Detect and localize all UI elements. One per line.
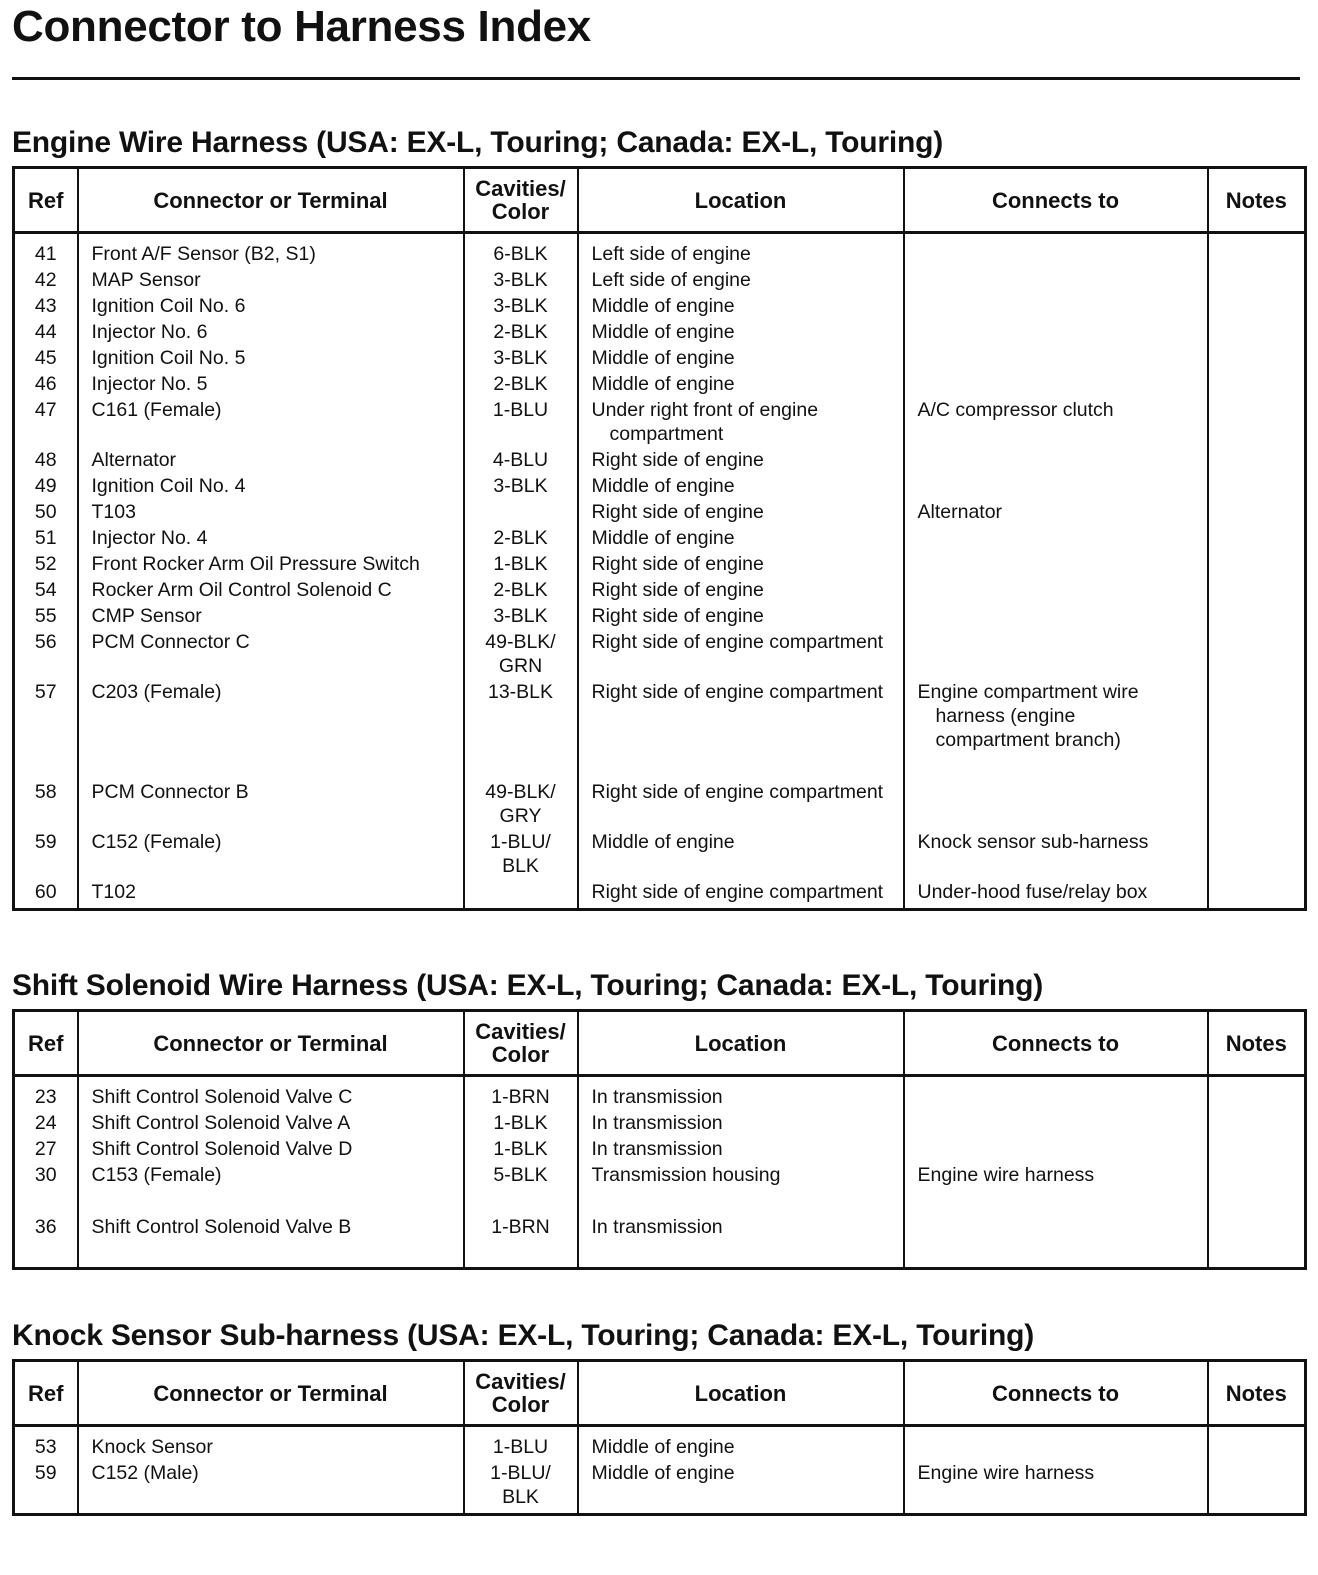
title-rule xyxy=(12,77,1300,80)
cell-location xyxy=(578,1215,904,1269)
cell-cavities xyxy=(464,1163,578,1215)
header-cavities-line: Color xyxy=(491,199,550,224)
cell-location xyxy=(578,500,904,526)
table-row xyxy=(14,1163,1306,1215)
header-cavities xyxy=(464,1361,578,1426)
cell-location xyxy=(578,1111,904,1137)
cell-cavities xyxy=(464,320,578,346)
cell-cavities xyxy=(464,1426,578,1462)
cell-location xyxy=(578,578,904,604)
location-line: Middle of engine xyxy=(591,1436,735,1458)
cell-notes xyxy=(1208,294,1306,320)
section-title: Knock Sensor Sub-harness (USA: EX-L, Touring; Canada: EX-L, Touring) xyxy=(12,1319,1035,1352)
cavities-line: 13-BLK xyxy=(487,681,554,703)
cell-notes xyxy=(1208,1163,1306,1215)
cell-connector: Rocker Arm Oil Control Solenoid C xyxy=(78,578,464,604)
section-title: Engine Wire Harness (USA: EX-L, Touring; Canada: EX-L, Touring) xyxy=(12,126,944,159)
cell-connector: C153 (Female) xyxy=(78,1163,464,1215)
cell-cavities xyxy=(464,1461,578,1515)
location-line: Middle of engine xyxy=(591,1462,735,1484)
location-line: Left side of engine xyxy=(591,243,751,265)
cavities-line: BLK xyxy=(502,855,539,877)
connects-to-line: Knock sensor sub-harness xyxy=(917,831,1149,853)
connects-to-line: Engine compartment wire xyxy=(917,681,1139,703)
cell-ref: 43 xyxy=(14,294,78,320)
cavities-line: GRY xyxy=(499,805,542,827)
table-row xyxy=(14,880,1306,910)
cell-connector: C152 (Male) xyxy=(78,1461,464,1515)
table-row xyxy=(14,1076,1306,1112)
cell-connects-to xyxy=(904,578,1208,604)
cell-cavities xyxy=(464,830,578,880)
cell-connector: Shift Control Solenoid Valve B xyxy=(78,1215,464,1269)
cell-ref: 41 xyxy=(14,233,78,269)
cell-connector: Ignition Coil No. 6 xyxy=(78,294,464,320)
table-row xyxy=(14,1215,1306,1269)
header-cavities-line: Color xyxy=(491,1042,550,1067)
cell-connects-to xyxy=(904,1137,1208,1163)
cell-location xyxy=(578,830,904,880)
cell-cavities xyxy=(464,346,578,372)
cell-location xyxy=(578,448,904,474)
location-line: Middle of engine xyxy=(591,295,735,317)
cell-location xyxy=(578,1163,904,1215)
cavities-line: 2-BLK xyxy=(493,579,548,601)
cell-cavities xyxy=(464,526,578,552)
harness-table xyxy=(12,1359,1307,1516)
cell-ref: 58 xyxy=(14,780,78,830)
cell-connects-to xyxy=(904,294,1208,320)
cell-connector: Injector No. 5 xyxy=(78,372,464,398)
cavities-line: GRN xyxy=(498,655,543,677)
cell-notes xyxy=(1208,1137,1306,1163)
table-row xyxy=(14,372,1306,398)
cell-cavities xyxy=(464,372,578,398)
cell-notes xyxy=(1208,604,1306,630)
cell-location xyxy=(578,398,904,448)
page-title: Connector to Harness Index xyxy=(12,2,591,51)
header-ref: Ref xyxy=(14,168,78,233)
cell-cavities xyxy=(464,552,578,578)
cell-cavities xyxy=(464,780,578,830)
table-row xyxy=(14,578,1306,604)
cell-ref: 53 xyxy=(14,1426,78,1462)
cell-notes xyxy=(1208,578,1306,604)
header-notes: Notes xyxy=(1208,1361,1306,1426)
cavities-line: BLK xyxy=(502,1486,539,1508)
cell-ref: 45 xyxy=(14,346,78,372)
connects-to-line: Engine wire harness xyxy=(917,1164,1095,1186)
cell-ref: 59 xyxy=(14,1461,78,1515)
location-line: In transmission xyxy=(591,1216,723,1238)
cell-connector: C161 (Female) xyxy=(78,398,464,448)
cell-connects-to xyxy=(904,268,1208,294)
cell-connects-to xyxy=(904,526,1208,552)
cell-connects-to xyxy=(904,372,1208,398)
cell-connects-to xyxy=(904,233,1208,269)
cell-connector: Alternator xyxy=(78,448,464,474)
location-line: Right side of engine xyxy=(591,579,764,601)
section-shift-solenoid-wire-harness xyxy=(12,969,1304,1270)
cell-location xyxy=(578,346,904,372)
header-location: Location xyxy=(578,168,904,233)
table-row xyxy=(14,680,1306,780)
location-line: Right side of engine compartment xyxy=(591,631,884,653)
table-row xyxy=(14,526,1306,552)
connects-to-line: Engine wire harness xyxy=(917,1462,1095,1484)
location-line: Middle of engine xyxy=(591,373,735,395)
cell-notes xyxy=(1208,830,1306,880)
cell-cavities xyxy=(464,578,578,604)
cavities-line: 1-BRN xyxy=(491,1086,550,1108)
cell-connector: Front Rocker Arm Oil Pressure Switch xyxy=(78,552,464,578)
table-row xyxy=(14,474,1306,500)
header-location: Location xyxy=(578,1361,904,1426)
header-notes: Notes xyxy=(1208,1011,1306,1076)
cavities-line: 1-BLK xyxy=(493,553,548,575)
cavities-line: 5-BLK xyxy=(493,1164,548,1186)
table-row xyxy=(14,233,1306,269)
cell-ref: 44 xyxy=(14,320,78,346)
cell-connector: CMP Sensor xyxy=(78,604,464,630)
header-row xyxy=(14,168,1306,233)
cell-cavities xyxy=(464,1215,578,1269)
cell-cavities xyxy=(464,233,578,269)
cavities-line: 2-BLK xyxy=(493,527,548,549)
section-title: Shift Solenoid Wire Harness (USA: EX-L, Touring; Canada: EX-L, Touring) xyxy=(12,969,1044,1002)
cell-notes xyxy=(1208,552,1306,578)
cell-connector: MAP Sensor xyxy=(78,268,464,294)
cell-location xyxy=(578,604,904,630)
cell-ref: 56 xyxy=(14,630,78,680)
cell-connects-to xyxy=(904,780,1208,830)
cell-connects-to xyxy=(904,880,1208,910)
cell-location xyxy=(578,780,904,830)
cavities-line: 3-BLK xyxy=(493,347,548,369)
cell-cavities xyxy=(464,630,578,680)
cavities-line: 3-BLK xyxy=(493,269,548,291)
header-connector: Connector or Terminal xyxy=(78,1361,464,1426)
cell-cavities xyxy=(464,1111,578,1137)
cavities-line: 2-BLK xyxy=(493,321,548,343)
cell-notes xyxy=(1208,320,1306,346)
header-cavities xyxy=(464,1011,578,1076)
cell-connector: Knock Sensor xyxy=(78,1426,464,1462)
location-line: Middle of engine xyxy=(591,321,735,343)
cell-connector: PCM Connector C xyxy=(78,630,464,680)
cell-location xyxy=(578,680,904,780)
cell-connector: PCM Connector B xyxy=(78,780,464,830)
cavities-line: 1-BLU xyxy=(492,1436,549,1458)
cell-notes xyxy=(1208,500,1306,526)
cell-notes xyxy=(1208,372,1306,398)
cell-ref: 30 xyxy=(14,1163,78,1215)
harness-table xyxy=(12,166,1307,911)
connects-to-line: harness (engine xyxy=(935,705,1076,727)
header-location: Location xyxy=(578,1011,904,1076)
cell-ref: 46 xyxy=(14,372,78,398)
cavities-line: 1-BLK xyxy=(493,1138,548,1160)
cell-notes xyxy=(1208,1461,1306,1515)
table-row xyxy=(14,552,1306,578)
location-line: Middle of engine xyxy=(591,475,735,497)
cell-connects-to xyxy=(904,398,1208,448)
cell-location xyxy=(578,630,904,680)
cell-location xyxy=(578,552,904,578)
table-row xyxy=(14,780,1306,830)
header-connector: Connector or Terminal xyxy=(78,168,464,233)
section-engine-wire-harness xyxy=(12,126,1304,911)
location-line: Right side of engine xyxy=(591,605,764,627)
cell-location xyxy=(578,526,904,552)
cell-connects-to xyxy=(904,448,1208,474)
cell-ref: 50 xyxy=(14,500,78,526)
cavities-line: 1-BRN xyxy=(491,1216,550,1238)
cavities-line: 6-BLK xyxy=(493,243,548,265)
cell-notes xyxy=(1208,268,1306,294)
cell-ref: 54 xyxy=(14,578,78,604)
cell-connects-to xyxy=(904,1111,1208,1137)
cell-location xyxy=(578,233,904,269)
location-line: Transmission housing xyxy=(591,1164,781,1186)
cavities-line: 3-BLK xyxy=(493,475,548,497)
cell-connects-to xyxy=(904,604,1208,630)
table-row xyxy=(14,630,1306,680)
cell-ref: 52 xyxy=(14,552,78,578)
location-line: Right side of engine compartment xyxy=(591,681,884,703)
cell-connector: T102 xyxy=(78,880,464,910)
cavities-line: 2-BLK xyxy=(493,373,548,395)
cell-cavities xyxy=(464,680,578,780)
cell-location xyxy=(578,474,904,500)
header-connector: Connector or Terminal xyxy=(78,1011,464,1076)
location-line: In transmission xyxy=(591,1112,723,1134)
cell-notes xyxy=(1208,1215,1306,1269)
cell-cavities xyxy=(464,398,578,448)
cell-connects-to xyxy=(904,474,1208,500)
cell-notes xyxy=(1208,780,1306,830)
table-row xyxy=(14,604,1306,630)
cell-cavities xyxy=(464,1137,578,1163)
connects-to-line: Alternator xyxy=(917,501,1003,523)
cell-notes xyxy=(1208,398,1306,448)
cell-ref: 55 xyxy=(14,604,78,630)
cell-connector: Shift Control Solenoid Valve C xyxy=(78,1076,464,1112)
cell-cavities xyxy=(464,294,578,320)
cell-connector: Front A/F Sensor (B2, S1) xyxy=(78,233,464,269)
cavities-line: 49-BLK/ xyxy=(485,631,556,653)
cell-connector: Injector No. 4 xyxy=(78,526,464,552)
cell-location xyxy=(578,372,904,398)
header-cavities-line: Color xyxy=(491,1392,550,1417)
header-ref: Ref xyxy=(14,1361,78,1426)
cell-cavities xyxy=(464,448,578,474)
connects-to-line: Under-hood fuse/relay box xyxy=(917,881,1148,903)
cell-location xyxy=(578,1137,904,1163)
cell-connects-to xyxy=(904,500,1208,526)
cavities-line: 3-BLK xyxy=(493,605,548,627)
cell-notes xyxy=(1208,1111,1306,1137)
cell-ref: 42 xyxy=(14,268,78,294)
cell-cavities xyxy=(464,268,578,294)
cell-ref: 23 xyxy=(14,1076,78,1112)
section-knock-sensor-sub-harness xyxy=(12,1319,1304,1516)
cavities-line: 1-BLU/ xyxy=(490,1462,551,1484)
table-row xyxy=(14,294,1306,320)
cell-connects-to xyxy=(904,320,1208,346)
cell-ref: 27 xyxy=(14,1137,78,1163)
header-cavities xyxy=(464,168,578,233)
location-line: Right side of engine xyxy=(591,501,764,523)
cell-connects-to xyxy=(904,1461,1208,1515)
header-connects-to: Connects to xyxy=(904,1011,1208,1076)
cell-cavities xyxy=(464,1076,578,1112)
cell-notes xyxy=(1208,233,1306,269)
cell-connector: C203 (Female) xyxy=(78,680,464,780)
table-row xyxy=(14,500,1306,526)
cell-notes xyxy=(1208,680,1306,780)
cell-ref: 57 xyxy=(14,680,78,780)
location-line: Right side of engine compartment xyxy=(591,781,884,803)
cell-connects-to xyxy=(904,1426,1208,1462)
header-ref: Ref xyxy=(14,1011,78,1076)
cell-location xyxy=(578,1461,904,1515)
cell-cavities xyxy=(464,500,578,526)
location-line: Under right front of engine xyxy=(591,399,819,421)
header-connects-to: Connects to xyxy=(904,168,1208,233)
cell-ref: 36 xyxy=(14,1215,78,1269)
cell-connects-to xyxy=(904,1215,1208,1269)
cell-notes xyxy=(1208,346,1306,372)
header-connects-to: Connects to xyxy=(904,1361,1208,1426)
cell-ref: 59 xyxy=(14,830,78,880)
cell-ref: 24 xyxy=(14,1111,78,1137)
table-row xyxy=(14,1426,1306,1462)
location-line: In transmission xyxy=(591,1138,723,1160)
location-line: Middle of engine xyxy=(591,527,735,549)
table-row xyxy=(14,1111,1306,1137)
header-row xyxy=(14,1361,1306,1426)
cell-ref: 47 xyxy=(14,398,78,448)
cell-connector: Shift Control Solenoid Valve A xyxy=(78,1111,464,1137)
cell-connects-to xyxy=(904,630,1208,680)
table-row xyxy=(14,268,1306,294)
location-line: In transmission xyxy=(591,1086,723,1108)
cavities-line: 4-BLU xyxy=(492,449,549,471)
cell-connector: Shift Control Solenoid Valve D xyxy=(78,1137,464,1163)
cell-connector: T103 xyxy=(78,500,464,526)
table-row xyxy=(14,1461,1306,1515)
location-line: Middle of engine xyxy=(591,831,735,853)
header-cavities-line: Cavities/ xyxy=(475,1019,566,1044)
table-row xyxy=(14,830,1306,880)
cell-cavities xyxy=(464,474,578,500)
location-line: Right side of engine xyxy=(591,449,764,471)
cavities-line: 1-BLK xyxy=(493,1112,548,1134)
cell-cavities xyxy=(464,880,578,910)
header-cavities-line: Cavities/ xyxy=(475,1369,566,1394)
location-line: Middle of engine xyxy=(591,347,735,369)
cell-connects-to xyxy=(904,552,1208,578)
cell-cavities xyxy=(464,604,578,630)
location-line: Left side of engine xyxy=(591,269,751,291)
table-row xyxy=(14,398,1306,448)
table-row xyxy=(14,320,1306,346)
location-line: Right side of engine compartment xyxy=(591,881,884,903)
cell-location xyxy=(578,880,904,910)
cavities-line: 3-BLK xyxy=(493,295,548,317)
location-line: compartment xyxy=(609,423,724,445)
cell-connector: Ignition Coil No. 4 xyxy=(78,474,464,500)
cavities-line: 1-BLU/ xyxy=(490,831,551,853)
cell-connector: Ignition Coil No. 5 xyxy=(78,346,464,372)
cell-ref: 51 xyxy=(14,526,78,552)
cell-connects-to xyxy=(904,680,1208,780)
cell-connects-to xyxy=(904,1163,1208,1215)
table-row xyxy=(14,346,1306,372)
cell-location xyxy=(578,268,904,294)
connects-to-line: compartment branch) xyxy=(935,729,1121,751)
cell-location xyxy=(578,320,904,346)
cell-notes xyxy=(1208,474,1306,500)
harness-table xyxy=(12,1009,1307,1270)
cell-location xyxy=(578,1426,904,1462)
header-notes: Notes xyxy=(1208,168,1306,233)
cell-notes xyxy=(1208,448,1306,474)
location-line: Right side of engine xyxy=(591,553,764,575)
cell-connects-to xyxy=(904,830,1208,880)
cell-ref: 48 xyxy=(14,448,78,474)
cell-connector: Injector No. 6 xyxy=(78,320,464,346)
connects-to-line: A/C compressor clutch xyxy=(917,399,1114,421)
cell-notes xyxy=(1208,1426,1306,1462)
cell-connects-to xyxy=(904,346,1208,372)
cavities-line: 49-BLK/ xyxy=(485,781,556,803)
cell-notes xyxy=(1208,630,1306,680)
header-row xyxy=(14,1011,1306,1076)
header-cavities-line: Cavities/ xyxy=(475,176,566,201)
cell-location xyxy=(578,294,904,320)
table-row xyxy=(14,1137,1306,1163)
cell-ref: 60 xyxy=(14,880,78,910)
cell-ref: 49 xyxy=(14,474,78,500)
cell-notes xyxy=(1208,1076,1306,1112)
cell-connector: C152 (Female) xyxy=(78,830,464,880)
cavities-line: 1-BLU xyxy=(492,399,549,421)
cell-connects-to xyxy=(904,1076,1208,1112)
cell-notes xyxy=(1208,880,1306,910)
cell-notes xyxy=(1208,526,1306,552)
cell-location xyxy=(578,1076,904,1112)
table-row xyxy=(14,448,1306,474)
